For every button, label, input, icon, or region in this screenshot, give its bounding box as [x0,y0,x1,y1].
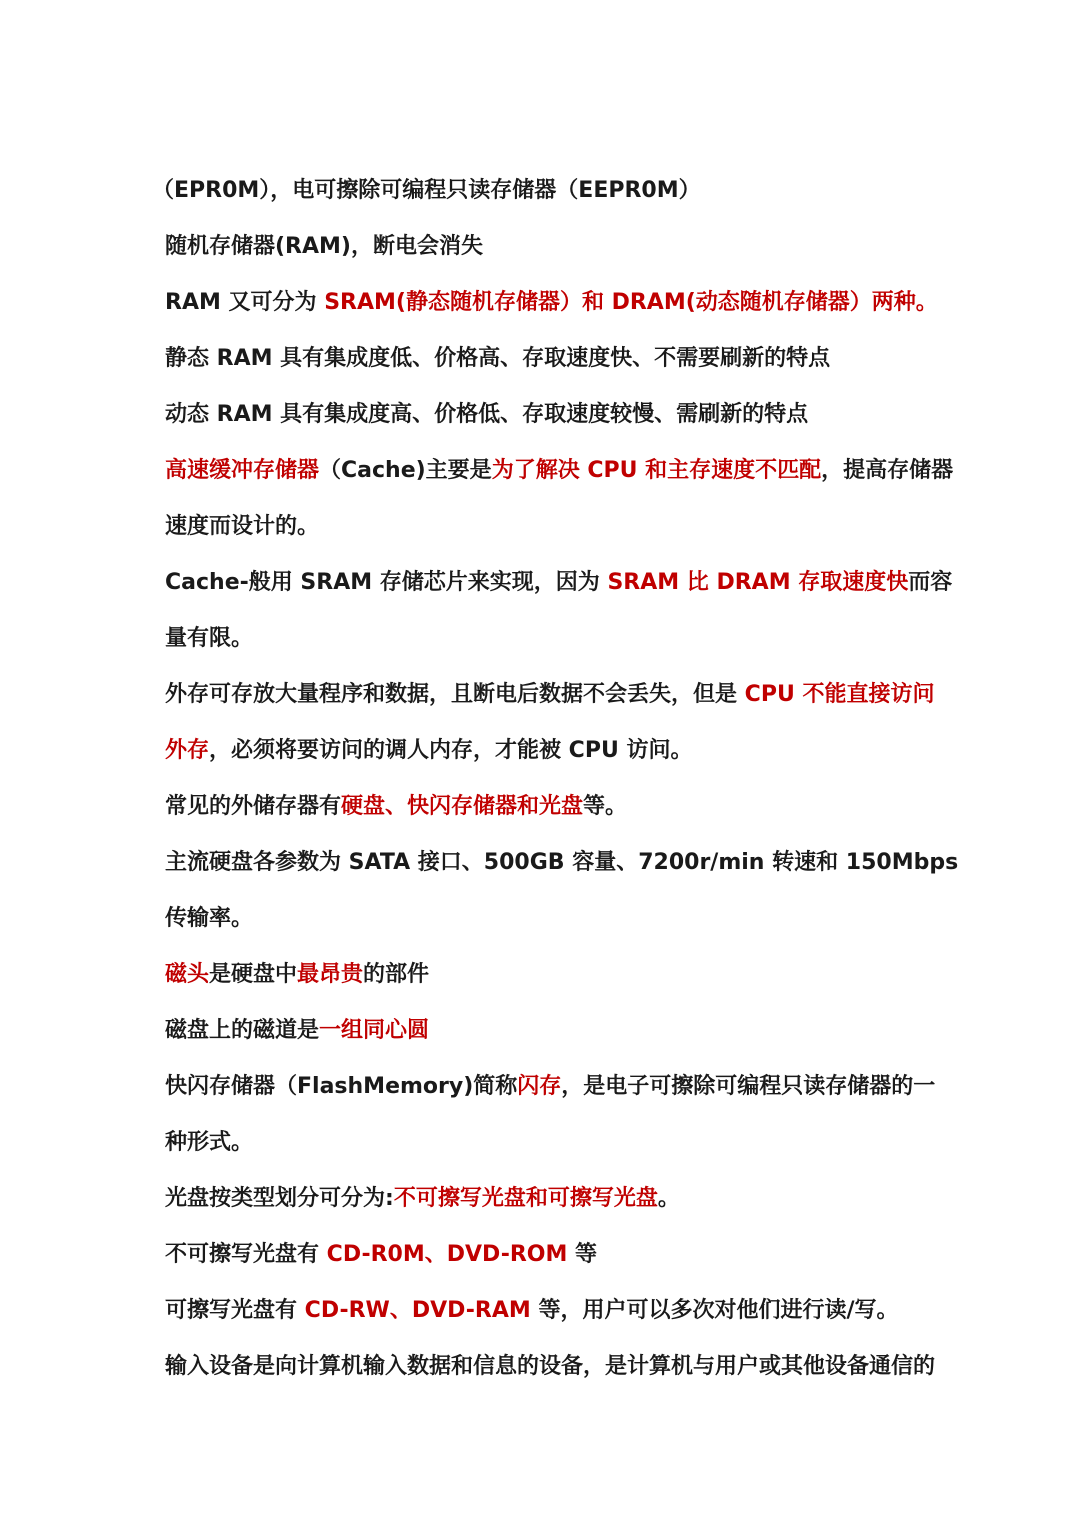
body-text: ，是电子可擦除可编程只读存储器的一 [561,1074,936,1099]
text-line [165,1240,935,1270]
body-text: 主流硬盘各参数为 SATA 接口、500GB 容量、7200r/min 转速和 150Mbps [165,850,959,875]
highlighted-text: 外存 [165,738,210,763]
highlighted-text: 不可擦写光盘和可擦写光盘 [393,1186,658,1211]
body-text: 。 [657,1186,680,1211]
body-text: 外存可存放大量程序和数据，且断电后数据不会丢失，但是 [165,682,745,707]
highlighted-text: 最昂贵 [297,962,364,987]
body-text: Cache-般用 SRAM 存储芯片来实现，因为 [165,570,608,595]
body-text: ，提高存储器 [821,458,954,483]
text-line [165,1016,935,1046]
body-text: （Cache)主要是 [319,458,492,483]
text-line [165,456,954,486]
highlighted-text: 高速缓冲存储器 [165,458,320,483]
body-text: 而容 [908,570,953,595]
text-line [165,344,935,374]
text-line [152,176,922,206]
body-text: 的部件 [363,962,430,987]
text-line [165,232,935,262]
body-text: （EPR0M），电可擦除可编程只读存储器（EEPR0M） [152,178,701,203]
highlighted-text: 磁头 [165,962,210,987]
text-line [165,848,959,878]
text-line [165,288,938,318]
highlighted-text: SRAM(静态随机存储器）和 DRAM(动态随机存储器）两种。 [324,290,938,315]
highlighted-text: CD-R0M、DVD-ROM [326,1242,568,1267]
body-text: RAM 又可分为 [165,290,325,315]
highlighted-text: 一组同心圆 [319,1018,430,1043]
body-text: 光盘按类型划分可分为: [165,1186,394,1211]
text-line [165,568,953,598]
highlighted-text: CD-RW、DVD-RAM [304,1298,531,1323]
body-text: 随机存储器(RAM)，断电会消失 [165,234,483,259]
body-text: 量有限。 [165,626,254,651]
body-text: 常见的外储存器有 [165,794,342,819]
highlighted-text: SRAM 比 DRAM 存取速度快 [607,570,909,595]
body-text: 动态 RAM 具有集成度高、价格低、存取速度较慢、需刷新的特点 [165,402,809,427]
text-line [165,960,935,990]
body-text: 等，用户可以多次对他们进行读/写。 [530,1298,899,1323]
body-text: ，必须将要访问的调人内存，才能被 CPU 访问。 [209,738,693,763]
body-text: 不可擦写光盘有 [165,1242,327,1267]
body-text: 速度而设计的。 [165,514,320,539]
highlighted-text: 硬盘、快闪存储器和光盘 [341,794,584,819]
body-text: 等 [567,1242,598,1267]
body-text: 输入设备是向计算机输入数据和信息的设备，是计算机与用户或其他设备通信的 [165,1354,936,1379]
body-text: 传输率。 [165,906,254,931]
body-text: 等。 [583,794,628,819]
body-text: 磁盘上的磁道是 [165,1018,320,1043]
text-line [165,736,935,766]
body-text: 可擦写光盘有 [165,1298,305,1323]
highlighted-text: CPU 不能直接访问 [744,682,935,707]
text-line [165,1072,935,1102]
text-line [165,1128,935,1158]
highlighted-text: 闪存 [517,1074,562,1099]
text-line [165,624,935,654]
text-line [165,904,935,934]
body-text: 快闪存储器（FlashMemory)简称 [165,1074,518,1099]
body-text: 是硬盘中 [209,962,298,987]
highlighted-text: 为了解决 CPU 和主存速度不匹配 [491,458,822,483]
body-text: 种形式。 [165,1130,254,1155]
text-line [165,1184,935,1214]
text-line [165,1296,935,1326]
text-line [165,792,935,822]
text-line [165,512,935,542]
text-line [165,1352,935,1382]
body-text: 静态 RAM 具有集成度低、价格高、存取速度快、不需要刷新的特点 [165,346,831,371]
text-line [165,680,935,710]
text-line [165,400,935,430]
